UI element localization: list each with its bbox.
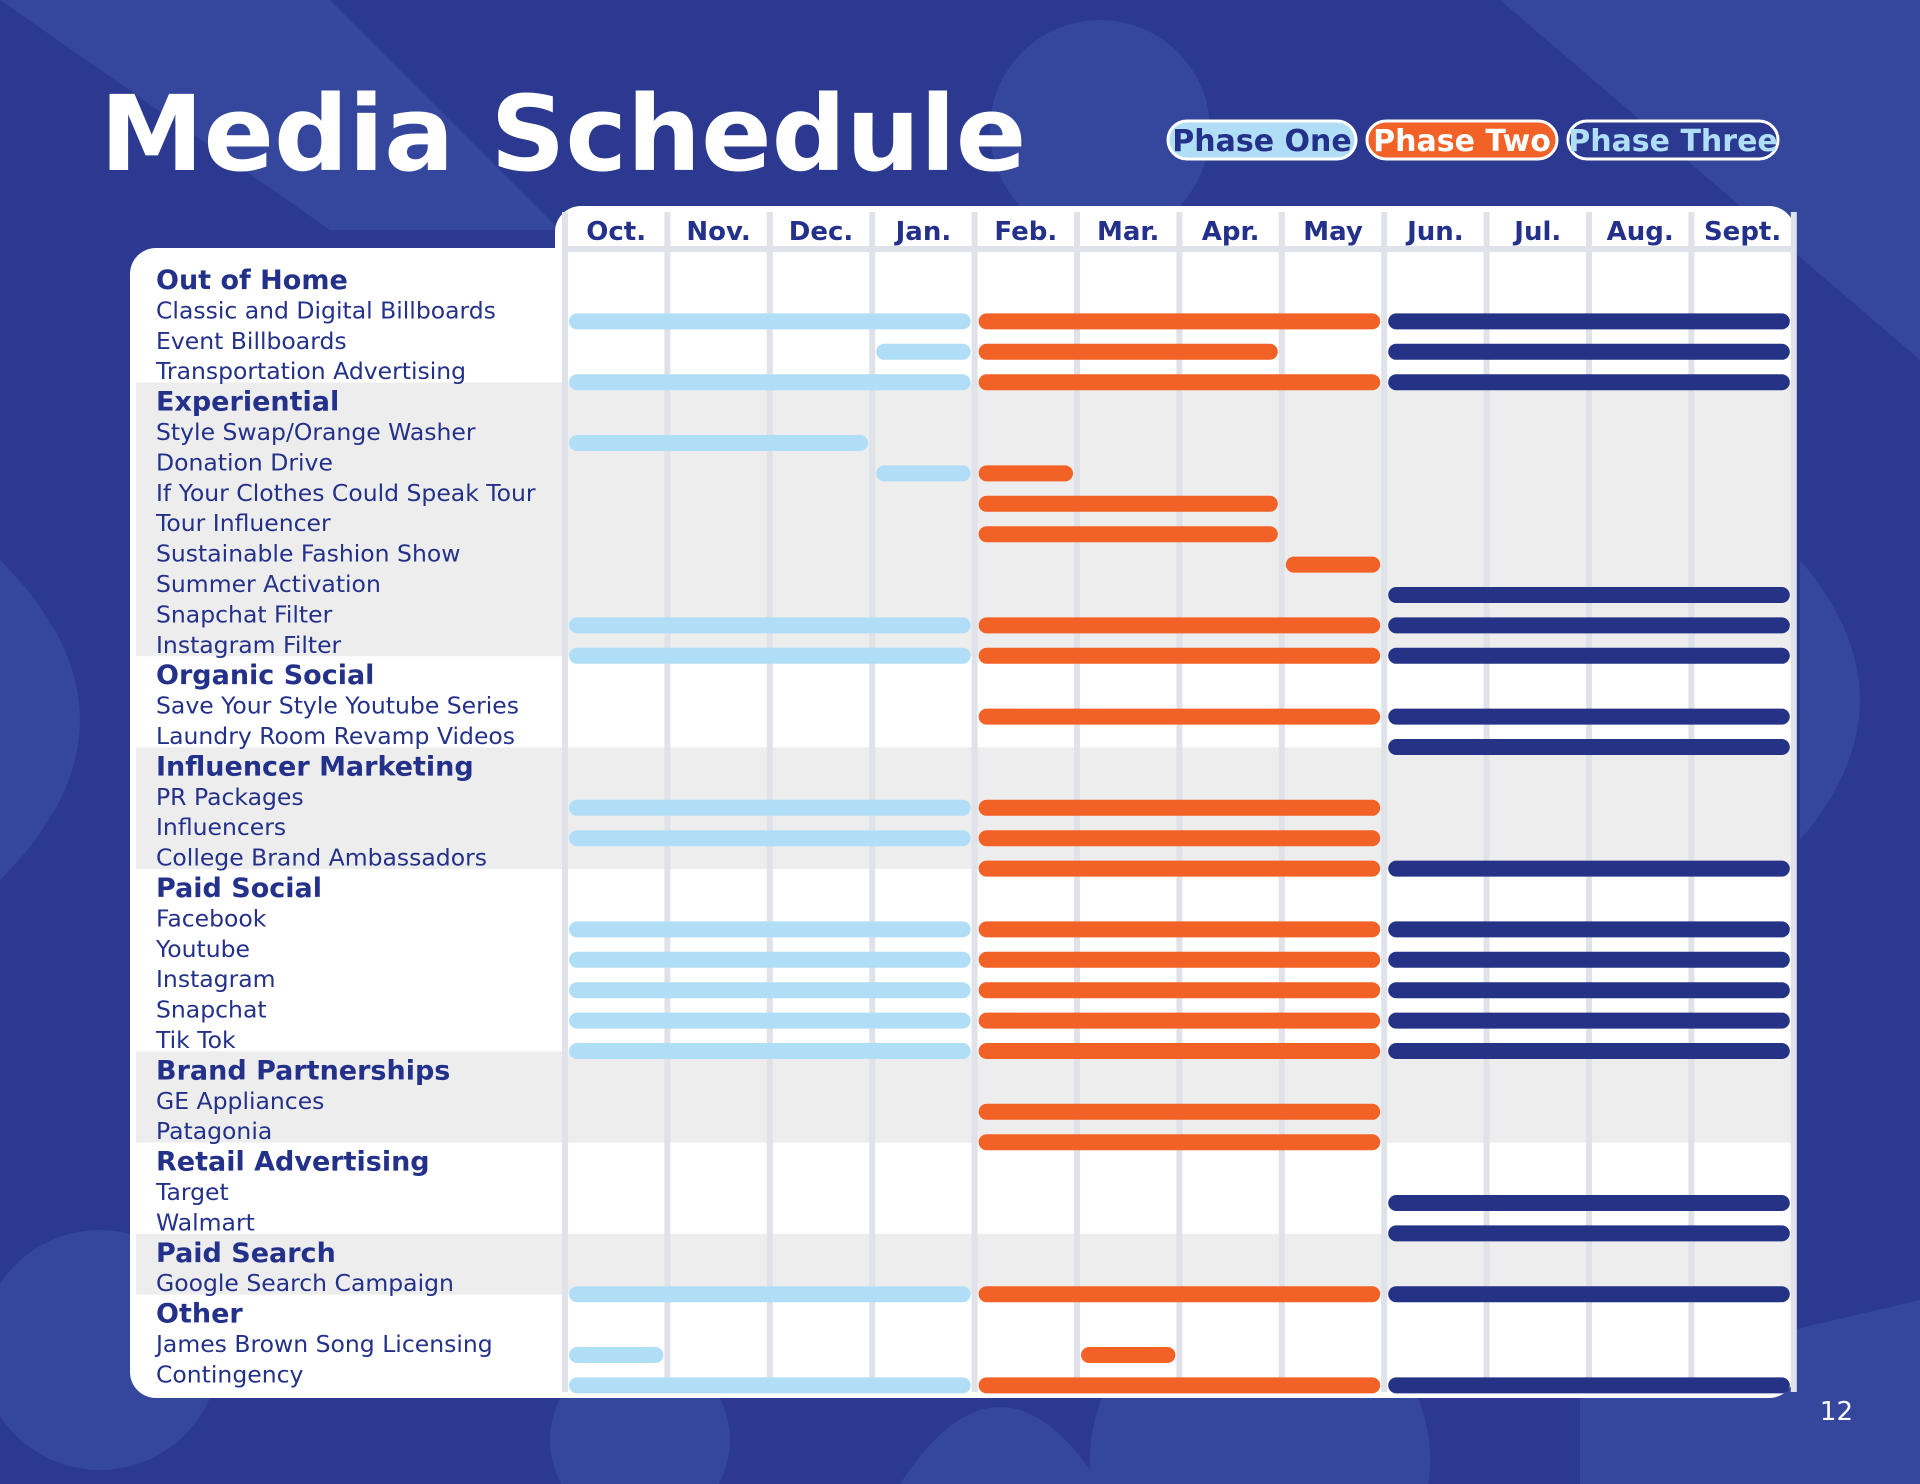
month-label: Jun. (1407, 217, 1464, 247)
row-label: Snapchat (156, 995, 267, 1024)
month-label: Jan. (895, 217, 952, 247)
category-heading: Brand Partnerships (156, 1055, 451, 1087)
schedule-bar-phase-three (1388, 1013, 1790, 1029)
schedule-bar-phase-two (979, 465, 1073, 481)
schedule-bar-phase-two (979, 344, 1278, 360)
schedule-bar-phase-three (1388, 921, 1790, 937)
month-column-divider (972, 212, 978, 1392)
row-label: Contingency (156, 1360, 304, 1389)
schedule-bar-phase-one (569, 313, 971, 329)
schedule-bar-phase-two (979, 830, 1381, 846)
row-label: College Brand Ambassadors (156, 843, 487, 872)
category-heading: Retail Advertising (156, 1146, 430, 1178)
schedule-bar-phase-two (979, 313, 1381, 329)
schedule-bar-phase-three (1388, 1195, 1790, 1211)
schedule-bar-phase-one (569, 800, 971, 816)
schedule-bar-phase-one (876, 465, 970, 481)
month-label: May (1303, 217, 1363, 247)
category-heading: Paid Search (156, 1237, 336, 1269)
schedule-bar-phase-three (1388, 739, 1790, 755)
schedule-bar-phase-two (979, 800, 1381, 816)
row-label: Tik Tok (156, 1026, 236, 1054)
category-heading: Influencer Marketing (156, 751, 474, 783)
background-shape (0, 560, 80, 880)
row-label: Sustainable Fashion Show (156, 539, 461, 568)
row-label: Target (156, 1178, 229, 1206)
row-label: Donation Drive (156, 448, 333, 477)
row-label: If Your Clothes Could Speak Tour (156, 478, 536, 507)
month-label: Sept. (1703, 217, 1782, 247)
schedule-bar-phase-three (1388, 374, 1790, 390)
schedule-bar-phase-three (1388, 709, 1790, 725)
legend-phase-one-label: Phase One (1172, 124, 1352, 159)
schedule-bar-phase-two (979, 1286, 1381, 1302)
row-label: Classic and Digital Billboards (156, 296, 496, 325)
month-label: Aug. (1606, 217, 1674, 247)
month-label: Feb. (994, 217, 1058, 247)
schedule-bar-phase-one (569, 982, 971, 998)
schedule-bar-phase-one (569, 1286, 971, 1302)
row-label: Save Your Style Youtube Series (156, 691, 520, 720)
schedule-bar-phase-three (1388, 982, 1790, 998)
schedule-bar-phase-three (1388, 1225, 1790, 1241)
schedule-bar-phase-three (1388, 587, 1790, 603)
category-heading: Organic Social (156, 660, 375, 692)
category-heading: Experiential (156, 386, 340, 418)
category-heading: Paid Social (156, 873, 322, 904)
phase-legend (1168, 121, 1778, 159)
schedule-bar-phase-two (979, 982, 1381, 998)
row-label: Youtube (156, 934, 250, 963)
schedule-bar-phase-three (1388, 648, 1790, 664)
month-column-divider (1791, 212, 1797, 1392)
row-label: Influencers (156, 813, 287, 842)
schedule-bar-phase-two (979, 1104, 1381, 1120)
schedule-bar-phase-three (1388, 952, 1790, 968)
page-number: 12 (1819, 1397, 1853, 1427)
schedule-bar-phase-three (1388, 344, 1790, 360)
schedule-bar-phase-two (979, 952, 1381, 968)
row-label: PR Packages (156, 782, 304, 811)
row-label: James Brown Song Licensing (156, 1330, 493, 1358)
row-label: Laundry Room Revamp Videos (156, 722, 516, 750)
schedule-bar-phase-one (569, 435, 868, 451)
row-label: Patagonia (156, 1117, 273, 1146)
schedule-bar-phase-two (979, 921, 1381, 937)
schedule-bar-phase-two (1081, 1347, 1175, 1363)
schedule-bar-phase-two (979, 617, 1381, 633)
schedule-bar-phase-three (1388, 617, 1790, 633)
schedule-bar-phase-three (1388, 1043, 1790, 1059)
row-label: Instagram Filter (156, 630, 342, 659)
month-column-divider (1381, 212, 1387, 1392)
row-label: Facebook (156, 904, 267, 933)
month-label: Jul. (1514, 217, 1562, 247)
category-heading: Out of Home (156, 265, 348, 296)
schedule-bar-phase-one (569, 1347, 663, 1363)
page-title: Media Schedule (100, 73, 1027, 195)
schedule-bar-phase-one (569, 648, 971, 664)
legend-phase-three-label: Phase Three (1568, 124, 1778, 159)
schedule-bar-phase-one (569, 617, 971, 633)
schedule-bar-phase-two (979, 1013, 1381, 1029)
schedule-bar-phase-two (979, 861, 1381, 877)
schedule-bar-phase-two (979, 648, 1381, 664)
schedule-bar-phase-one (569, 830, 971, 846)
schedule-bar-phase-two (979, 526, 1278, 542)
schedule-bar-phase-two (979, 496, 1278, 512)
schedule-bar-phase-two (979, 1134, 1381, 1150)
schedule-bar-phase-one (569, 1377, 971, 1393)
schedule-bar-phase-three (1388, 313, 1790, 329)
schedule-bar-phase-one (876, 344, 970, 360)
row-label: Summer Activation (156, 570, 381, 598)
month-label: Nov. (686, 217, 751, 247)
schedule-bar-phase-two (979, 374, 1381, 390)
background-shape (900, 1407, 1100, 1484)
row-label: Style Swap/Orange Washer (156, 418, 476, 446)
month-label: Dec. (788, 217, 854, 247)
row-label: Instagram (156, 965, 276, 994)
month-column-divider (562, 212, 568, 1392)
month-label: Mar. (1096, 217, 1160, 247)
schedule-bar-phase-one (569, 1013, 971, 1029)
legend-phase-two-label: Phase Two (1373, 124, 1551, 159)
row-label: Google Search Campaign (156, 1269, 454, 1298)
schedule-bar-phase-two (1286, 557, 1380, 573)
schedule-bar-phase-three (1388, 1377, 1790, 1393)
row-label: Transportation Advertising (156, 357, 467, 386)
schedule-bar-phase-one (569, 952, 971, 968)
schedule-bar-phase-two (979, 1377, 1381, 1393)
schedule-bar-phase-three (1388, 1286, 1790, 1302)
row-label: Snapchat Filter (156, 600, 333, 629)
row-label: Walmart (156, 1208, 255, 1237)
category-heading: Other (156, 1298, 243, 1330)
schedule-bar-phase-two (979, 1043, 1381, 1059)
row-label: Event Billboards (156, 326, 347, 355)
row-label: GE Appliances (156, 1086, 325, 1115)
month-label: Apr. (1201, 217, 1260, 247)
month-label: Oct. (586, 217, 647, 247)
schedule-bar-phase-two (979, 709, 1381, 725)
schedule-bar-phase-one (569, 1043, 971, 1059)
row-label: Tour Influencer (156, 509, 331, 538)
background-shape (1800, 560, 1860, 840)
schedule-bar-phase-one (569, 921, 971, 937)
schedule-bar-phase-one (569, 374, 971, 390)
schedule-bar-phase-three (1388, 861, 1790, 877)
